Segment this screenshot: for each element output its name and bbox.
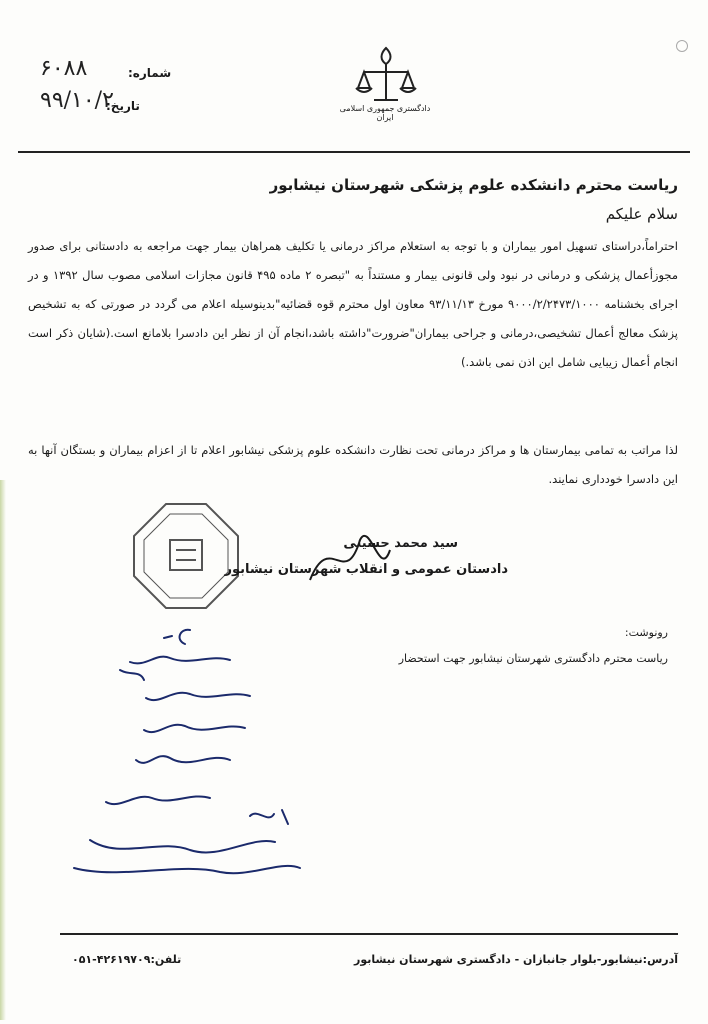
cc-label: رونوشت: [624, 626, 668, 639]
footer-divider [60, 933, 678, 935]
footer-phone: تلفن:۴۲۶۱۹۷۰۹-۰۵۱ [72, 953, 182, 966]
greeting: سلام علیکم [605, 205, 678, 223]
signer-name: سید محمد حسینی [343, 536, 458, 551]
date-value: ۹۹/۱۰/۲ [40, 88, 114, 113]
page-edge-shadow [0, 480, 6, 1020]
header-divider [18, 151, 690, 153]
date-label: تاریخ: [106, 99, 140, 113]
official-stamp-icon [130, 500, 242, 612]
cc-item: ریاست محترم دادگستری شهرستان نیشابور جهت استحضار [398, 652, 668, 665]
signer-title: دادستان عمومی و انقلاب شهرستان نیشابور [224, 562, 508, 577]
number-label: شماره: [128, 66, 172, 80]
punch-hole-mark [676, 40, 688, 52]
body-paragraph-2: لذا مراتب به تمامی بیمارستان ها و مراکز درمانی تحت نظارت دانشکده علوم پزشکی نیشابور اعلام تا از اعزام بیماران و بستگان آنها به این دادسرا خودداری نمایند. [28, 443, 678, 486]
body-paragraph-1: احتراماً،دراستای تسهیل امور بیماران و با توجه به استعلام مراکز درمانی یا تکلیف همراهان بیمار جهت مراجعه به دادستانی برای صدور مجوزأعمال پزشکی و درمانی در نبود ولی قانونی بیمار و مستنداً به "تبصره ۲ ماده ۴۹۵ قانون مجازات اسلامی مصوب سال ۱۳۹۲ و در اجرای بخشنامه ۹۰۰۰/۲/۲۴۷۳/۱۰۰۰ مورخ ۹۳/۱۱/۱۳ معاون اول محترم قوه قضائیه"بدینوسیله اعلام می گردد در صورتی که به تشخیص پزشک معالج أعمال تشخیصی،درمانی و جراحی بیماران"ضرورت"داشته باشد،انجام آن از نظر این دادسرا بلامانع است.(شایان ذکر است انجام أعمال زیبایی شامل این اذن نمی باشد.) [28, 239, 679, 369]
emblem-caption: دادگستری جمهوری اسلامی ایران [339, 104, 431, 122]
handwritten-annotation-icon [60, 610, 310, 900]
signature-scribble-icon [290, 520, 410, 600]
recipient-line: ریاست محترم دانشکده علوم پزشکی شهرستان نیشابور [269, 176, 678, 194]
footer-address: آدرس:نیشابور-بلوار جانبازان - دادگستری شهرستان نیشابور [354, 953, 678, 966]
number-value: ۶۰۸۸ [40, 56, 88, 81]
